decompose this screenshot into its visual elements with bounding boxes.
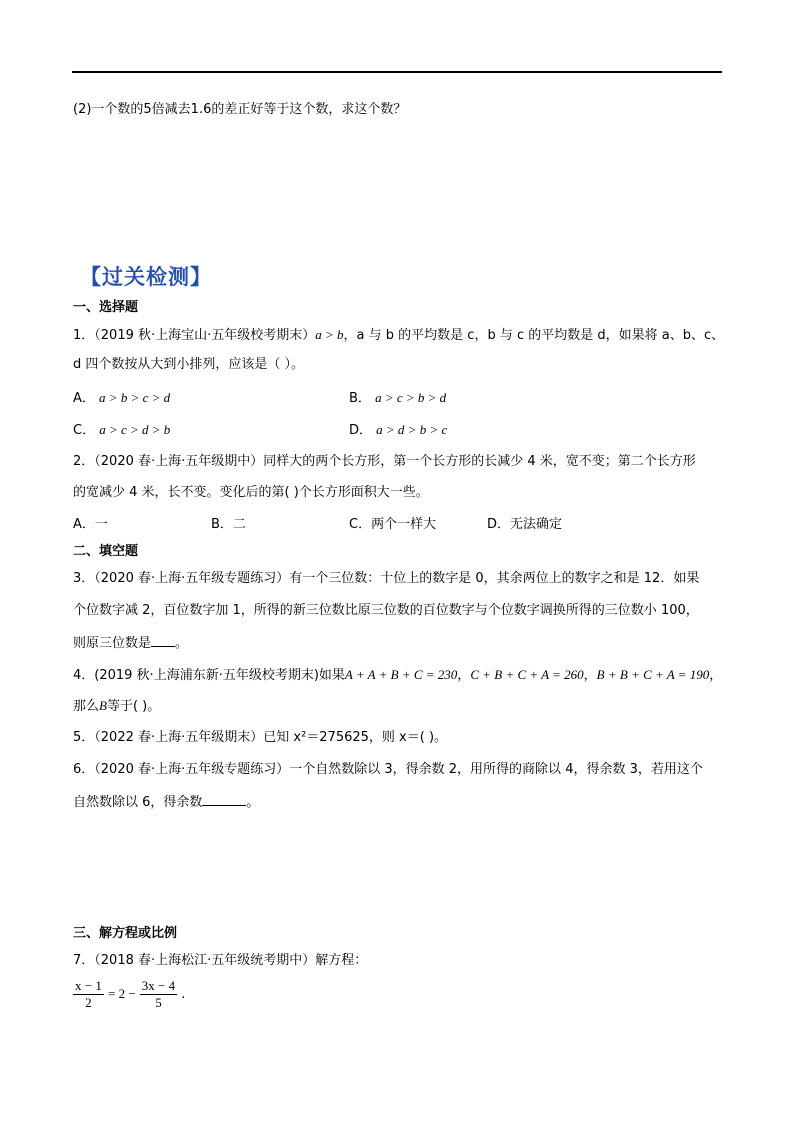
- section-heading: 【过关检测】: [80, 265, 212, 289]
- equation-1: A + A + B + C = 230: [344, 667, 458, 682]
- question-6-line-1: 6．（2020 春·上海·五年级专题练习）一个自然数除以 3，得余数 2，用所得的商除以 4，得余数 3，若用这个: [73, 762, 703, 777]
- equation-3: B + B + C + A = 190: [596, 667, 710, 682]
- variable-b: B: [99, 698, 107, 713]
- option-label: C．: [73, 423, 96, 438]
- question-7-equation: [73, 978, 185, 1011]
- question-1-option-c[interactable]: [73, 421, 170, 440]
- question-1-option-b[interactable]: [349, 389, 446, 408]
- fraction-numerator: x − 1: [75, 978, 102, 993]
- question-1-condition: a > b: [315, 327, 344, 342]
- question-2-option-b[interactable]: B．二: [211, 517, 246, 532]
- question-1-prefix: 1．（2019 秋·上海宝山·五年级校考期末）: [73, 328, 316, 343]
- question-7-text: 7．（2018 春·上海松江·五年级统考期中）解方程：: [73, 953, 368, 968]
- answer-blank[interactable]: [202, 793, 246, 806]
- option-expression: a > c > b > d: [375, 390, 447, 405]
- question-1-text: ，a 与 b 的平均数是 c，b 与 c 的平均数是 d，如果将 a、b、c、: [343, 328, 725, 343]
- question-2-option-a[interactable]: A．一: [73, 517, 108, 532]
- question-6-line-2: 自然数除以 6，得余数 。: [73, 795, 260, 810]
- section-choice-title: 一、选择题: [73, 300, 139, 315]
- equation-middle: = 2 −: [107, 986, 136, 1001]
- question-3-line-1: 3．（2020 春·上海·五年级专题练习）有一个三位数：十位上的数字是 0，其余两位上的数字之和是 12．如果: [73, 571, 700, 586]
- fraction-denominator: 2: [85, 995, 92, 1010]
- fraction-denominator: 5: [155, 995, 162, 1010]
- question-2-line-2: 的宽减少 4 米，长不变。变化后的第( )个长方形面积大一些。: [73, 485, 429, 500]
- option-expression: a > d > b > c: [376, 422, 448, 437]
- question-4-text-b: 等于( )。: [106, 699, 161, 714]
- question-3-text: 则原三位数是: [73, 636, 152, 651]
- question-4-text-a: 那么: [73, 699, 100, 714]
- answer-blank[interactable]: [151, 634, 175, 647]
- question-2-option-c[interactable]: C．两个一样大: [349, 517, 437, 532]
- fraction-rhs: [140, 978, 177, 1011]
- question-6-text: 自然数除以 6，得余数: [73, 795, 203, 810]
- problem-2-text: (2)一个数的5倍减去1.6的差正好等于这个数，求这个数？: [73, 102, 407, 117]
- question-1-line-1: [73, 326, 724, 345]
- question-5-text: 5．（2022 春·上海·五年级期末）已知 x²＝275625，则 x＝( )。: [73, 730, 448, 745]
- option-expression: a > b > c > d: [99, 390, 171, 405]
- equation-end: .: [181, 987, 186, 1002]
- section-equation-title: 三、解方程或比例: [73, 926, 178, 941]
- question-3-line-3: 则原三位数是 。: [73, 636, 189, 651]
- header-rule: [72, 71, 722, 73]
- equation-2: C + B + C + A = 260: [470, 667, 584, 682]
- option-expression: a > c > d > b: [99, 422, 171, 437]
- question-4-prefix: 4．(2019 秋·上海浦东新·五年级校考期末)如果: [73, 668, 345, 683]
- question-1-line-2: d 四个数按从大到小排列，应该是（ ）。: [73, 357, 305, 372]
- fraction-lhs: [73, 978, 104, 1011]
- section-fill-title: 二、填空题: [73, 544, 139, 559]
- question-2-option-d[interactable]: D．无法确定: [487, 517, 563, 532]
- question-2-line-1: 2．（2020 春·上海·五年级期中）同样大的两个长方形，第一个长方形的长减少 4 米，宽不变；第二个长方形: [73, 454, 696, 469]
- question-4-line-2: [73, 697, 160, 716]
- question-1-option-a[interactable]: [73, 389, 170, 408]
- fraction-numerator: 3x − 4: [141, 978, 176, 993]
- option-label: B．: [349, 391, 371, 406]
- question-3-line-2: 个位数字减 2，百位数字加 1，所得的新三位数比原三位数的百位数字与个位数字调换所得的三位数小 100，: [73, 603, 699, 618]
- question-1-option-d[interactable]: [349, 421, 447, 440]
- option-label: A．: [73, 391, 95, 406]
- question-4-line-1: 4．(2019 秋·上海浦东新·五年级校考期末)如果A + A + B + C = 230，C + B + C + A = 260，B + B + C + A = 190，: [73, 667, 723, 683]
- option-label: D．: [349, 423, 373, 438]
